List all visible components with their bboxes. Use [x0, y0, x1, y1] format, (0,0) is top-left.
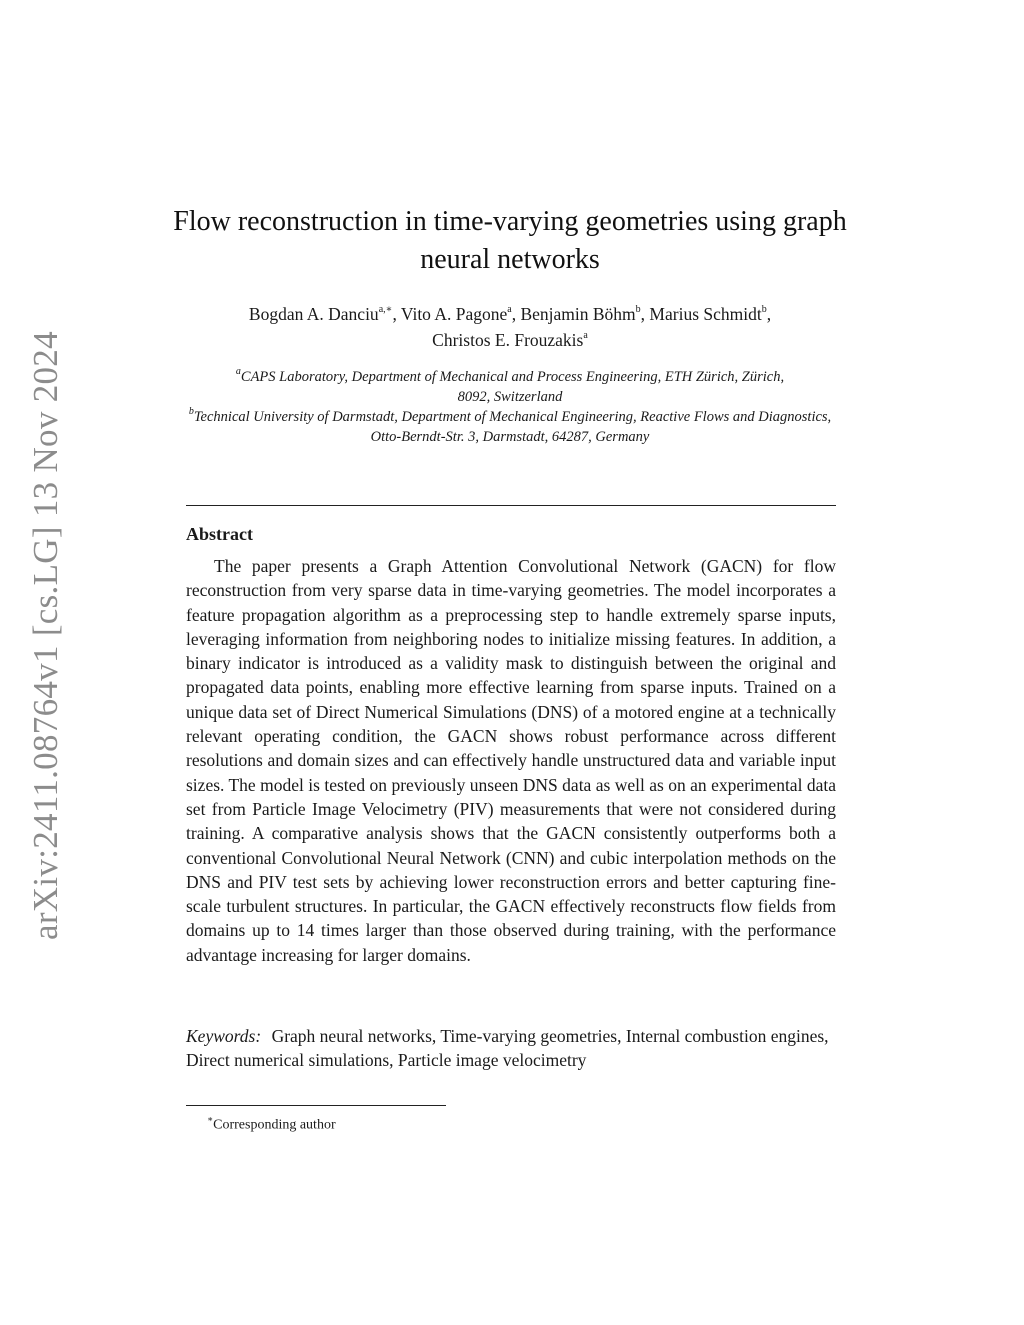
author: Marius Schmidt$^b$, — [649, 304, 772, 324]
author: Vito A. Pagone$^a$, — [400, 304, 521, 324]
footnote-corresponding-author — [207, 1110, 336, 1136]
keywords-list: Graph neural networks, Time-varying geometries, Internal combustion engines, Direct numerical simulations, Particle image velocimetry — [186, 1026, 829, 1071]
abstract-heading: Abstract — [186, 524, 253, 544]
affiliation: $^a$CAPS Laboratory, Department of Mechanical and Process Engineering, ETH Zürich, Zürich, 8092, Switzerland — [235, 366, 785, 405]
author-list — [150, 301, 870, 353]
abstract-text: The paper presents a Graph Attention Convolutional Network (GACN) for flow reconstruction from very sparse data in time-varying geometries. The model incorporates a feature propagation algorithm as a preprocessing step to handle extremely sparse inputs, leveraging information from neighboring nodes to initialize missing features. In addition, a binary indicator is introduced as a validity mask to distinguish between the original and propagated data points, enabling more effective learning from sparse inputs. Trained on a unique data set of Direct Numerical Simulations (DNS) of a motored engine at a technically relevant operating condition, the GACN shows robust performance across different resolutions and domain sizes and can effectively handle unstructured data and variable input sizes. The model is tested on previously unseen DNS data as well as on an experimental data set from Particle Image Velocimetry (PIV) measurements that were not considered during training. A comparative analysis shows that the GACN consistently outperforms both a conventional Convolutional Neural Network (CNN) and cubic interpolation methods on the DNS and PIV test sets by achieving lower reconstruction errors and better capturing fine-scale turbulent structures. In particular, the GACN effectively reconstructs flow fields from domains up to 14 times larger than those observed during training, with the performance advantage increasing for larger domains. — [186, 556, 836, 965]
footnote-text: Corresponding author — [213, 1117, 336, 1133]
affiliation: $^b$Technical University of Darmstadt, Department of Mechanical Engineering, Reactive Flows and Diagnostics, Otto-Berndt-Str. 3, Darmstadt, 64287, Germany — [188, 406, 832, 445]
abstract-top-rule — [186, 505, 836, 506]
keywords-label: Keywords: — [186, 1026, 262, 1046]
paper-title: Flow reconstruction in time-varying geometries using graph neural networks — [173, 206, 847, 275]
author: Bogdan A. Danciu$^{a,∗}$, — [248, 304, 401, 324]
author: Christos E. Frouzakis$^a$ — [432, 330, 588, 350]
author: Benjamin Böhm$^b$, — [520, 304, 650, 324]
footnote-mark: ∗ — [207, 1114, 214, 1124]
arxiv-identifier-stamp: arXiv:2411.08764v1 [cs.LG] 13 Nov 2024 — [26, 331, 65, 940]
affiliations — [150, 367, 870, 447]
footnote-rule — [186, 1105, 446, 1106]
keywords — [186, 1024, 836, 1073]
